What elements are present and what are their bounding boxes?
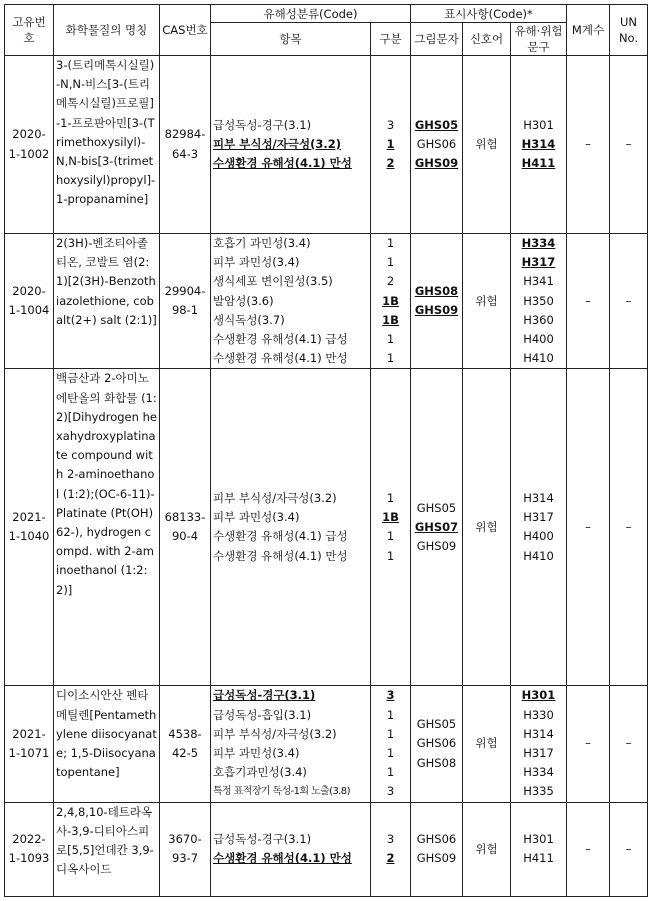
hazard-item: 수생환경 유해성(4.1) 만성 xyxy=(213,548,348,563)
hazard-item: 피부 과민성(3.4) xyxy=(213,510,300,525)
pictogram-code: GHS08 xyxy=(414,284,459,298)
hazard-statement-code: H334 xyxy=(523,765,554,780)
pictogram-code: GHS06 xyxy=(416,736,457,751)
hazard-item: 수생환경 유해성(4.1) 만성 xyxy=(213,851,352,866)
header-signal-word: 신호어 xyxy=(463,23,511,56)
hazard-category: 1 xyxy=(386,765,395,780)
hazard-statement-code: H314 xyxy=(523,491,554,506)
pictogram-codes xyxy=(411,234,463,369)
hazard-categories xyxy=(371,686,411,802)
hazard-items xyxy=(211,802,371,896)
pictogram-code: GHS05 xyxy=(416,717,457,732)
hazard-category: 1 xyxy=(386,236,395,250)
pictogram-codes xyxy=(411,369,463,686)
substance-id: 2022-1-1093 xyxy=(5,802,54,896)
hazard-item: 특정 표적장기 독성-1회 노출(3.8) xyxy=(213,786,350,798)
hazard-categories xyxy=(371,234,411,369)
pictogram-code: GHS09 xyxy=(414,303,459,318)
hazard-category: 3 xyxy=(386,688,395,703)
header-cas: CAS번호 xyxy=(160,5,211,56)
hazard-categories xyxy=(371,56,411,234)
hazard-item: 생식독성(3.7) xyxy=(213,312,285,327)
hazard-items xyxy=(211,56,371,234)
cas-number: 3670-93-7 xyxy=(160,802,211,896)
hazard-category: 1 xyxy=(386,136,395,151)
table-row xyxy=(5,802,648,896)
hazard-category: 1B xyxy=(382,312,399,327)
m-factor: – xyxy=(567,686,610,802)
hazard-category: 3 xyxy=(386,831,395,846)
table-row xyxy=(5,686,648,802)
m-factor: – xyxy=(567,56,610,234)
hazard-item: 급성독성-경구(3.1) xyxy=(213,117,312,132)
table-row xyxy=(5,234,648,369)
hazard-item: 호흡기 과민성(3.4) xyxy=(213,236,311,250)
hazard-statement-code: H335 xyxy=(523,784,554,799)
hazard-categories xyxy=(371,802,411,896)
hazard-items xyxy=(211,686,371,802)
hazard-statements xyxy=(511,686,567,802)
hazard-item: 수생환경 유해성(4.1) 급성 xyxy=(213,529,348,544)
hazard-category: 1 xyxy=(386,707,395,722)
chemical-name: 디이소시안산 펜타메틸렌[Pentamethylene diisocyanate; 1,5-Diisocyanatopentane] xyxy=(54,686,160,802)
hazard-statement-code: H350 xyxy=(523,293,554,308)
substance-id: 2020-1-1002 xyxy=(5,56,54,234)
un-number: – xyxy=(610,686,648,802)
hazard-statement-code: H314 xyxy=(523,726,554,741)
hazard-category: 3 xyxy=(386,117,395,132)
signal-word: 위험 xyxy=(463,802,511,896)
hazard-category: 1B xyxy=(382,293,399,308)
hazard-statements xyxy=(511,234,567,369)
hazard-statement-code: H301 xyxy=(523,831,554,846)
hazard-statements xyxy=(511,802,567,896)
un-number: – xyxy=(610,234,648,369)
m-factor: – xyxy=(567,369,610,686)
signal-word: 위험 xyxy=(463,234,511,369)
cas-number: 4538-42-5 xyxy=(160,686,211,802)
substance-id: 2021-1-1071 xyxy=(5,686,54,802)
substance-id: 2020-1-1004 xyxy=(5,234,54,369)
hazard-item: 호흡기과민성(3.4) xyxy=(213,765,307,780)
signal-word: 위험 xyxy=(463,686,511,802)
pictogram-code: GHS09 xyxy=(416,539,457,554)
pictogram-codes xyxy=(411,686,463,802)
pictogram-code: GHS09 xyxy=(416,851,457,866)
cas-number: 82984-64-3 xyxy=(160,56,211,234)
pictogram-codes xyxy=(411,56,463,234)
hazard-classification-table xyxy=(4,4,648,897)
hazard-statements xyxy=(511,369,567,686)
chemical-name: 3-(트리메톡시실릴)-N,N-비스[3-(트리메톡시실릴)프로필]-1-프로판아민[3-(Trimethoxysilyl)-N,N-bis[3-(trimethoxysilyl)propyl]-1-propanamine] xyxy=(54,56,160,234)
header-hazard-classification: 유해성분류(Code) xyxy=(211,5,411,23)
signal-word: 위험 xyxy=(463,369,511,686)
hazard-statement-code: H330 xyxy=(523,707,554,722)
hazard-statement-code: H341 xyxy=(523,274,554,289)
hazard-item: 피부 부식성/자극성(3.2) xyxy=(213,136,341,151)
hazard-statement-code: H301 xyxy=(521,688,556,703)
hazard-category: 1B xyxy=(382,510,399,525)
hazard-item: 피부 부식성/자극성(3.2) xyxy=(213,491,337,506)
hazard-statement-code: H317 xyxy=(521,255,556,270)
hazard-category: 1 xyxy=(386,548,395,563)
signal-word: 위험 xyxy=(463,56,511,234)
header-chemical-name: 화학물질의 명칭 xyxy=(54,5,160,56)
un-number: – xyxy=(610,56,648,234)
cas-number: 68133-90-4 xyxy=(160,369,211,686)
hazard-item: 수생환경 유해성(4.1) 만성 xyxy=(213,156,352,171)
hazard-statement-code: H411 xyxy=(521,156,556,171)
header-item: 항목 xyxy=(211,23,371,56)
hazard-item: 급성독성-경구(3.1) xyxy=(213,688,316,703)
hazard-categories xyxy=(371,369,411,686)
hazard-category: 1 xyxy=(386,255,395,270)
pictogram-codes xyxy=(411,802,463,896)
hazard-category: 1 xyxy=(386,332,395,347)
hazard-item: 수생환경 유해성(4.1) 만성 xyxy=(213,351,348,366)
header-m-factor: M계수 xyxy=(567,5,610,56)
hazard-statement-code: H410 xyxy=(523,351,554,366)
pictogram-code: GHS07 xyxy=(414,519,459,534)
hazard-statement-code: H400 xyxy=(523,332,554,347)
hazard-item: 피부 부식성/자극성(3.2) xyxy=(213,726,337,741)
hazard-item: 발암성(3.6) xyxy=(213,293,274,308)
hazard-item: 급성독성-경구(3.1) xyxy=(213,831,312,846)
hazard-category: 2 xyxy=(386,156,395,171)
chemical-name: 2,4,8,10-테트라옥사-3,9-디티아스피로[5,5]언데칸 3,9-디옥사이드 xyxy=(54,802,160,896)
hazard-statement-code: H411 xyxy=(523,851,554,866)
un-number: – xyxy=(610,802,648,896)
header-category: 구분 xyxy=(371,23,411,56)
hazard-statement-code: H314 xyxy=(521,136,556,151)
hazard-item: 생식세포 변이원성(3.5) xyxy=(213,274,333,289)
table-row xyxy=(5,369,648,686)
hazard-item: 급성독성-흡입(3.1) xyxy=(213,707,312,722)
hazard-category: 1 xyxy=(386,746,395,761)
hazard-statements xyxy=(511,56,567,234)
hazard-category: 1 xyxy=(386,529,395,544)
hazard-statement-code: H334 xyxy=(521,236,556,250)
hazard-item: 수생환경 유해성(4.1) 급성 xyxy=(213,332,348,347)
chemical-name: 2(3H)-벤조티아졸티온, 코발트 염(2:1)[2(3H)-Benzothiazolethione, cobalt(2+) salt (2:1)] xyxy=(54,234,160,369)
hazard-category: 1 xyxy=(386,726,395,741)
header-id: 고유번호 xyxy=(5,5,54,56)
pictogram-code: GHS08 xyxy=(416,755,457,770)
hazard-items xyxy=(211,234,371,369)
hazard-item: 피부 과민성(3.4) xyxy=(213,255,300,270)
hazard-category: 2 xyxy=(386,851,395,866)
pictogram-code: GHS09 xyxy=(414,156,459,171)
header-pictogram: 그림문자 xyxy=(411,23,463,56)
hazard-statement-code: H317 xyxy=(523,746,554,761)
hazard-statement-code: H301 xyxy=(523,117,554,132)
header-un-no: UN No. xyxy=(610,5,648,56)
hazard-items xyxy=(211,369,371,686)
m-factor: – xyxy=(567,234,610,369)
hazard-category: 1 xyxy=(386,351,395,366)
hazard-item: 피부 과민성(3.4) xyxy=(213,746,300,761)
table-row xyxy=(5,56,648,234)
hazard-statement-code: H360 xyxy=(523,312,554,327)
hazard-statement-code: H317 xyxy=(523,510,554,525)
pictogram-code: GHS05 xyxy=(416,500,457,515)
header-hazard-statement: 유해·위험 문구 xyxy=(511,23,567,56)
hazard-category: 2 xyxy=(386,274,395,289)
header-labeling: 표시사항(Code)* xyxy=(411,5,567,23)
hazard-statement-code: H400 xyxy=(523,529,554,544)
chemical-name: 백금산과 2-아미노에탄올의 화합물 (1:2)[Dihydrogen hexahydroxyplatinate compound with 2-aminoethanol (1:2);(OC-6-11)-Platinate (Pt(OH)62-), hydrogen compd. with 2-aminoethanol (1:2:2)] xyxy=(54,369,160,686)
un-number: – xyxy=(610,369,648,686)
hazard-category: 1 xyxy=(386,491,395,506)
pictogram-code: GHS05 xyxy=(414,117,459,132)
hazard-category: 3 xyxy=(386,784,395,799)
pictogram-code: GHS06 xyxy=(416,831,457,846)
pictogram-code: GHS06 xyxy=(416,136,457,151)
substance-id: 2021-1-1040 xyxy=(5,369,54,686)
m-factor: – xyxy=(567,802,610,896)
hazard-statement-code: H410 xyxy=(523,548,554,563)
cas-number: 29904-98-1 xyxy=(160,234,211,369)
